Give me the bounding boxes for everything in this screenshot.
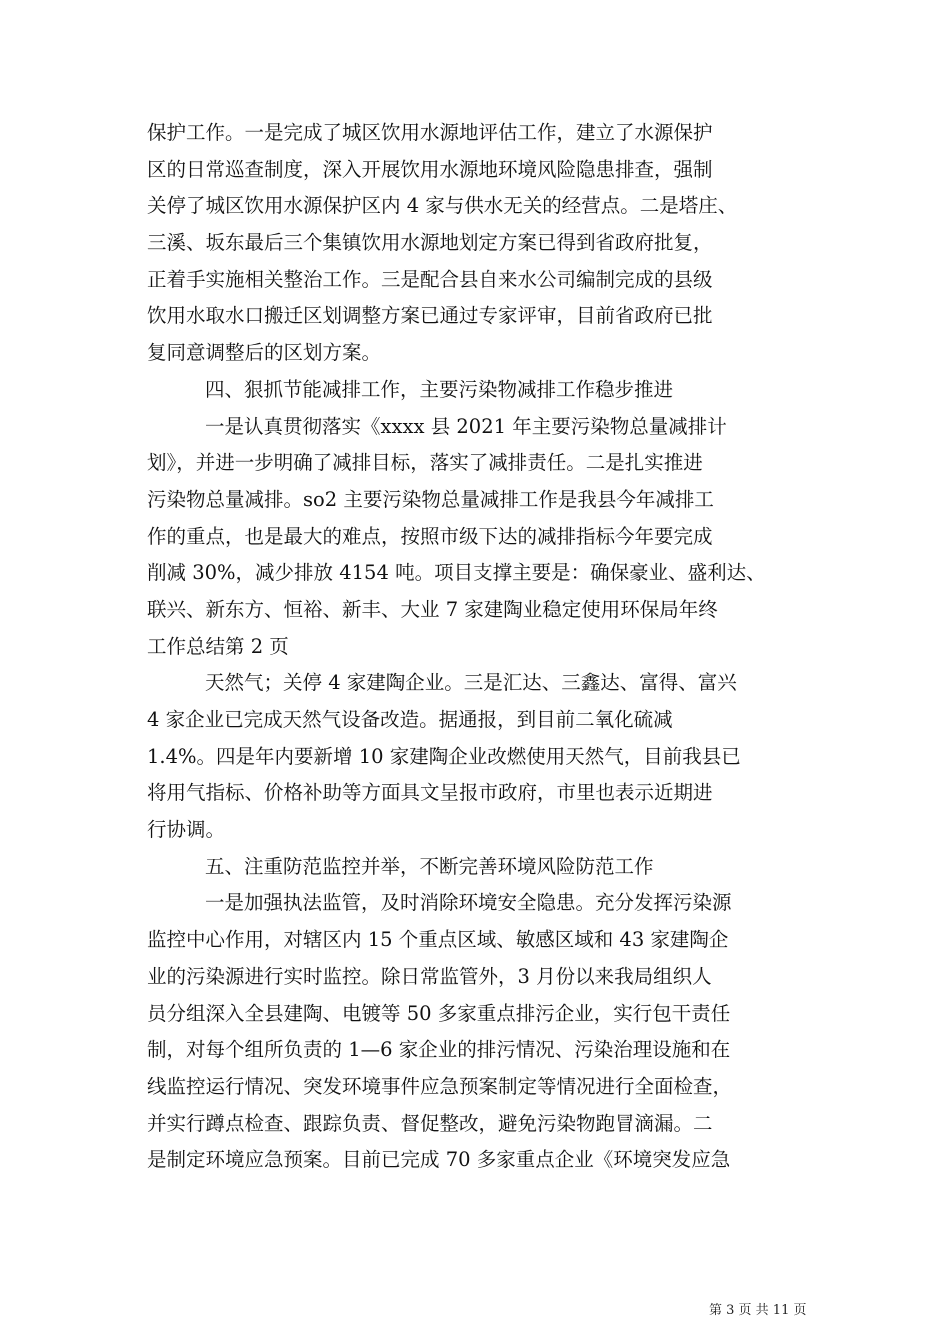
text-line: 区的日常巡查制度，深入开展饮用水源地环境风险隐患排查，强制 [147,157,713,181]
text-line: 联兴、新东方、恒裕、新丰、大业 7 家建陶业稳定使用环保局年终 [147,597,718,621]
document-body [147,115,807,1179]
text-line: 一是认真贯彻落实《xxxx 县 2021 年主要污染物总量减排计 [205,414,727,438]
text-line: 业的污染源进行实时监控。除日常监管外，3 月份以来我局组织人 [147,964,712,988]
text-line: 线监控运行情况、突发环境事件应急预案制定等情况进行全面检查， [147,1074,733,1098]
text-line: 作的重点，也是最大的难点，按照市级下达的减排指标今年要完成 [147,524,713,548]
text-line: 污染物总量减排。so2 主要污染物总量减排工作是我县今年减排工 [147,487,714,511]
text-line: 监控中心作用，对辖区内 15 个重点区域、敏感区域和 43 家建陶企 [147,928,729,952]
text-line: 关停了城区饮用水源保护区内 4 家与供水无关的经营点。二是塔庄、 [147,194,738,218]
section-heading: 四、狠抓节能减排工作，主要污染物减排工作稳步推进 [205,377,674,401]
text-line: 削减 30%，减少排放 4154 吨。项目支撑主要是：确保豪业、盛利达、 [147,561,766,585]
text-line: 4 家企业已完成天然气设备改造。据通报，到目前二氧化硫减 [147,708,673,731]
text-line: 员分组深入全县建陶、电镀等 50 多家重点排污企业，实行包干责任 [147,1001,731,1025]
text-line: 一是加强执法监管，及时消除环境安全隐患。充分发挥污染源 [205,891,732,915]
page-number-footer: 第 3 页 共 11 页 [709,1303,807,1318]
text-line: 保护工作。一是完成了城区饮用水源地评估工作，建立了水源保护 [147,121,713,144]
text-line: 划》，并进一步明确了减排目标，落实了减排责任。二是扎实推进 [147,451,703,475]
text-line: 三溪、坂东最后三个集镇饮用水源地划定方案已得到省政府批复， [147,231,713,255]
text-line: 将用气指标、价格补助等方面具文呈报市政府，市里也表示近期进 [147,781,713,805]
text-line: 是制定环境应急预案。目前已完成 70 多家重点企业《环境突发应急 [147,1148,731,1172]
text-line: 行协调。 [147,818,226,842]
section-heading: 五、注重防范监控并举，不断完善环境风险防范工作 [205,854,654,878]
text-line: 饮用水取水口搬迁区划调整方案已通过专家评审，目前省政府已批 [147,304,713,328]
text-line: 复同意调整后的区划方案。 [147,341,382,365]
text-line: 正着手实施相关整治工作。三是配合县自来水公司编制完成的县级 [147,267,713,291]
text-line: 制，对每个组所负责的 1—6 家企业的排污情况、污染治理设施和在 [147,1038,731,1062]
text-line: 工作总结第 2 页 [147,634,289,658]
text-line: 天然气；关停 4 家建陶企业。三是汇达、三鑫达、富得、富兴 [205,671,737,695]
text-line: 并实行蹲点检查、跟踪负责、督促整改，避免污染物跑冒滴漏。二 [147,1111,713,1135]
text-line: 1.4%。四是年内要新增 10 家建陶企业改燃使用天然气，目前我县已 [147,744,741,768]
